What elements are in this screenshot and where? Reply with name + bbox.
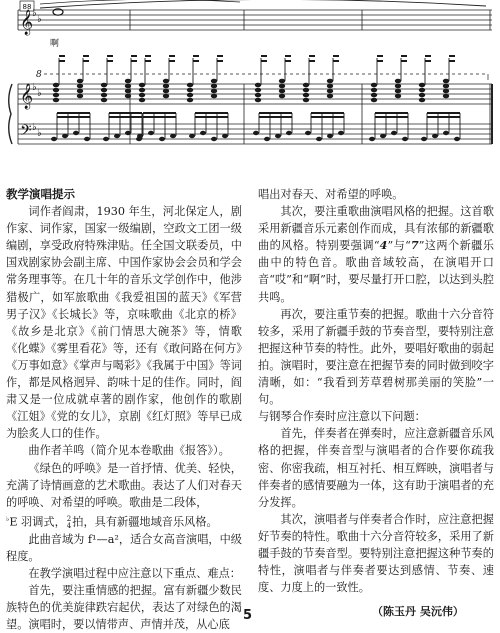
note-head xyxy=(279,89,285,94)
bass-clef-icon: 𝄢 xyxy=(20,122,32,143)
note-head xyxy=(125,94,131,99)
note-head xyxy=(419,93,425,98)
note-head xyxy=(421,137,427,141)
page-number: 5 xyxy=(243,608,253,623)
note-head xyxy=(53,93,59,98)
paragraph: 其次，要注重歌曲演唱风格的把握。这首歌采用新疆音乐元素创作而成，具有浓郁的新疆歌曲的风格。特别要强调“4”与“7”这两个新疆乐曲中的特色音。歌曲音域较高，在演唱开口音“哎”和“啊”时，要尽量打开口腔，以达到头腔共鸣。 xyxy=(258,205,494,304)
note-head xyxy=(139,88,145,93)
note-head xyxy=(101,98,107,103)
piano-treble-notes xyxy=(53,56,455,102)
note-head xyxy=(303,83,309,88)
flat-icon: ♭ xyxy=(32,82,37,93)
note-head xyxy=(454,137,460,141)
piano-brace xyxy=(9,84,12,144)
note-head xyxy=(211,84,217,89)
note-head xyxy=(101,83,107,88)
note-head xyxy=(51,137,57,141)
time-signature: 2 4 xyxy=(66,514,72,530)
note-head xyxy=(139,93,145,98)
left-column xyxy=(6,186,242,633)
note-mark: 4 xyxy=(379,238,388,253)
note-head xyxy=(255,83,261,88)
note-head xyxy=(371,83,377,88)
note-head xyxy=(53,88,59,93)
note-head xyxy=(371,88,377,93)
note-head xyxy=(275,134,281,138)
note-mark: 7 xyxy=(410,238,419,253)
key-line-text: E 羽调式， xyxy=(9,515,66,529)
note-head xyxy=(395,84,401,89)
note-head xyxy=(101,93,107,98)
note-head xyxy=(419,88,425,93)
note-head xyxy=(264,137,270,141)
paragraph: 其次，演唱者与伴奏者合作时，应注意把握好节奏的特性。歌曲十六分音符较多，采用了新疆手鼓的节奏音型。要特别注意把握这种节奏的特性，演唱者与伴奏者要达到感情、节奏、速度、力度上的一致性。 xyxy=(258,512,494,595)
treble-clef-icon: 𝄞 xyxy=(20,84,34,109)
paragraph: 词作者阎肃，1930 年生，河北保定人，剧作家、词作家，国家一级编剧，空政文工团一级编剧，享受政府特殊津贴。任全国文联委员，中国戏剧家协会副主席、中国作家协会会员和学会常务理事等。在几十年的音乐文学创作中，他涉猎极广，如军旅歌曲《我爱祖国的蓝天》《军营男子汉》《长城长》等，京味歌曲《北京的桥》《故乡是北京》《前门情思大碗茶》等，情歌《化蝶》《雾里看花》等，还有《敢问路在何方》《万事如意》《掌声与喝彩》《我属于中国》等词作，都是风格迥异、韵味十足的佳作。同时，阎肃又是一位成就卓著的剧作家，他创作的歌剧《江姐》《党的女儿》，京剧《红灯照》等早已成为脍炙人口的佳作。 xyxy=(6,205,242,441)
flat-icon: ♭ xyxy=(32,8,37,19)
flat-icon: ♭ xyxy=(37,128,42,139)
note-head xyxy=(327,134,333,138)
continued-line: 唱出对春天、对希望的呼唤。 xyxy=(258,188,404,201)
section-heading: 教学演唱提示 xyxy=(6,187,75,201)
note-head xyxy=(443,79,449,84)
note-head xyxy=(443,94,449,99)
note-head xyxy=(369,137,375,141)
note-head xyxy=(279,79,285,84)
note-head xyxy=(125,84,131,89)
note-head xyxy=(187,93,193,98)
note-head xyxy=(443,131,449,135)
note-head xyxy=(103,137,109,141)
note-head xyxy=(338,131,344,135)
note-head xyxy=(211,89,217,94)
flat-icon: ♭ xyxy=(32,122,37,133)
paragraph: 曲作者羊鸣（简介见本卷歌曲《报答》）。 xyxy=(28,444,230,458)
note-head xyxy=(187,98,193,103)
flat-icon: ♭ xyxy=(37,14,42,25)
note-head xyxy=(255,93,261,98)
paragraph: 首先，要注重情感的把握。富有新疆少数民族特色的优美旋律跌宕起伏，表达了对绿色的渴望。演唱时，要以情带声、声情并茂，从心底 xyxy=(6,583,242,632)
note-head xyxy=(84,137,90,141)
note-head xyxy=(305,131,311,135)
note-head xyxy=(62,134,68,138)
note-head xyxy=(327,89,333,94)
vocal-staff xyxy=(18,10,492,30)
treble-clef-icon: 𝄞 xyxy=(20,10,34,35)
key-line-end: 拍，具有新疆地域音乐风格。 xyxy=(72,515,218,529)
note-head xyxy=(222,134,228,138)
note-head xyxy=(148,131,154,135)
author-credit: （陈玉丹 吴沅伟） xyxy=(372,605,464,618)
note-head xyxy=(77,84,83,89)
note-head xyxy=(125,89,131,94)
note-head xyxy=(327,79,333,84)
note-head xyxy=(139,98,145,103)
note-head xyxy=(279,94,285,99)
paragraph: 与钢琴合作奏时应注意以下问题： xyxy=(258,410,426,424)
paragraph: 在教学演唱过程中应注意以下重点、难点： xyxy=(28,566,241,580)
note-head xyxy=(163,84,169,89)
note-head xyxy=(380,134,386,138)
note-head xyxy=(432,134,438,138)
key-line xyxy=(6,511,242,531)
note-head xyxy=(402,137,408,141)
note-head xyxy=(189,134,195,138)
note-head xyxy=(279,84,285,89)
paragraph: 再次，要注重节奏的把握。歌曲十六分音符较多，采用了新疆手鼓的节奏音型，要特别注意把握这种节奏的特性。此外，要唱好歌曲的弱起拍。演唱时，要注意在把握节奏的同时做到咬字清晰，如：“我看到芳草碧树那美丽的笑脸”一句。 xyxy=(258,307,494,407)
note-head xyxy=(53,98,59,103)
right-column xyxy=(258,186,494,596)
note-head xyxy=(211,137,217,141)
paragraph: 首先，伴奏者在弹奏时，应注意新疆音乐风格的把握，伴奏音型与演唱者的合作要你疏我密、你密我疏，相互衬托、相互辉映，演唱者与伴奏者的感情要融为一体，这有助于演唱者的充分发挥。 xyxy=(258,427,494,509)
note-head xyxy=(443,89,449,94)
note-head xyxy=(395,79,401,84)
note-head xyxy=(253,131,259,135)
note-head xyxy=(187,83,193,88)
note-head xyxy=(371,93,377,98)
note-head xyxy=(391,131,397,135)
paragraph: 《绿色的呼唤》是一首抒情、优美、轻快，充满了诗情画意的艺术歌曲。表达了人们对春天的呼唤、对希望的呼唤。歌曲是二段体， xyxy=(6,461,242,509)
note-head xyxy=(200,131,206,135)
ottava-marking: 8 xyxy=(36,70,42,80)
note-head xyxy=(114,134,120,138)
note-head xyxy=(327,94,333,99)
note-head xyxy=(163,94,169,99)
note-head xyxy=(255,98,261,103)
note-head xyxy=(159,137,165,141)
note-head xyxy=(73,131,79,135)
piano-bass-notes xyxy=(51,113,460,141)
note-head xyxy=(163,79,169,84)
note-head xyxy=(77,79,83,84)
note-head xyxy=(395,89,401,94)
note-head xyxy=(77,94,83,99)
note-head xyxy=(101,88,107,93)
note-head xyxy=(139,83,145,88)
note-head xyxy=(316,137,322,141)
note-head xyxy=(187,88,193,93)
flat-sign: ♭ xyxy=(6,514,10,523)
note-head xyxy=(211,94,217,99)
note-head xyxy=(303,93,309,98)
note-head xyxy=(419,83,425,88)
note-head xyxy=(443,84,449,89)
note-head xyxy=(286,131,292,135)
note-head xyxy=(395,94,401,99)
note-head xyxy=(327,84,333,89)
note-head xyxy=(125,79,131,84)
note-head xyxy=(211,79,217,84)
note-head xyxy=(303,88,309,93)
note-head xyxy=(77,89,83,94)
flat-icon: ♭ xyxy=(37,88,42,99)
range-line: 此曲音域为 f¹—a²，适合女高音演唱，中级程度。 xyxy=(6,532,242,563)
note-head xyxy=(419,98,425,103)
note-head xyxy=(163,89,169,94)
note-head xyxy=(53,83,59,88)
note-head xyxy=(137,134,143,138)
note-head xyxy=(303,98,309,103)
note-head xyxy=(125,131,131,135)
note-head xyxy=(371,98,377,103)
note-head xyxy=(255,88,261,93)
lyric: 啊 xyxy=(50,39,60,49)
music-score xyxy=(0,0,500,176)
measure-number: 88 xyxy=(22,3,32,11)
note-head xyxy=(170,134,176,138)
